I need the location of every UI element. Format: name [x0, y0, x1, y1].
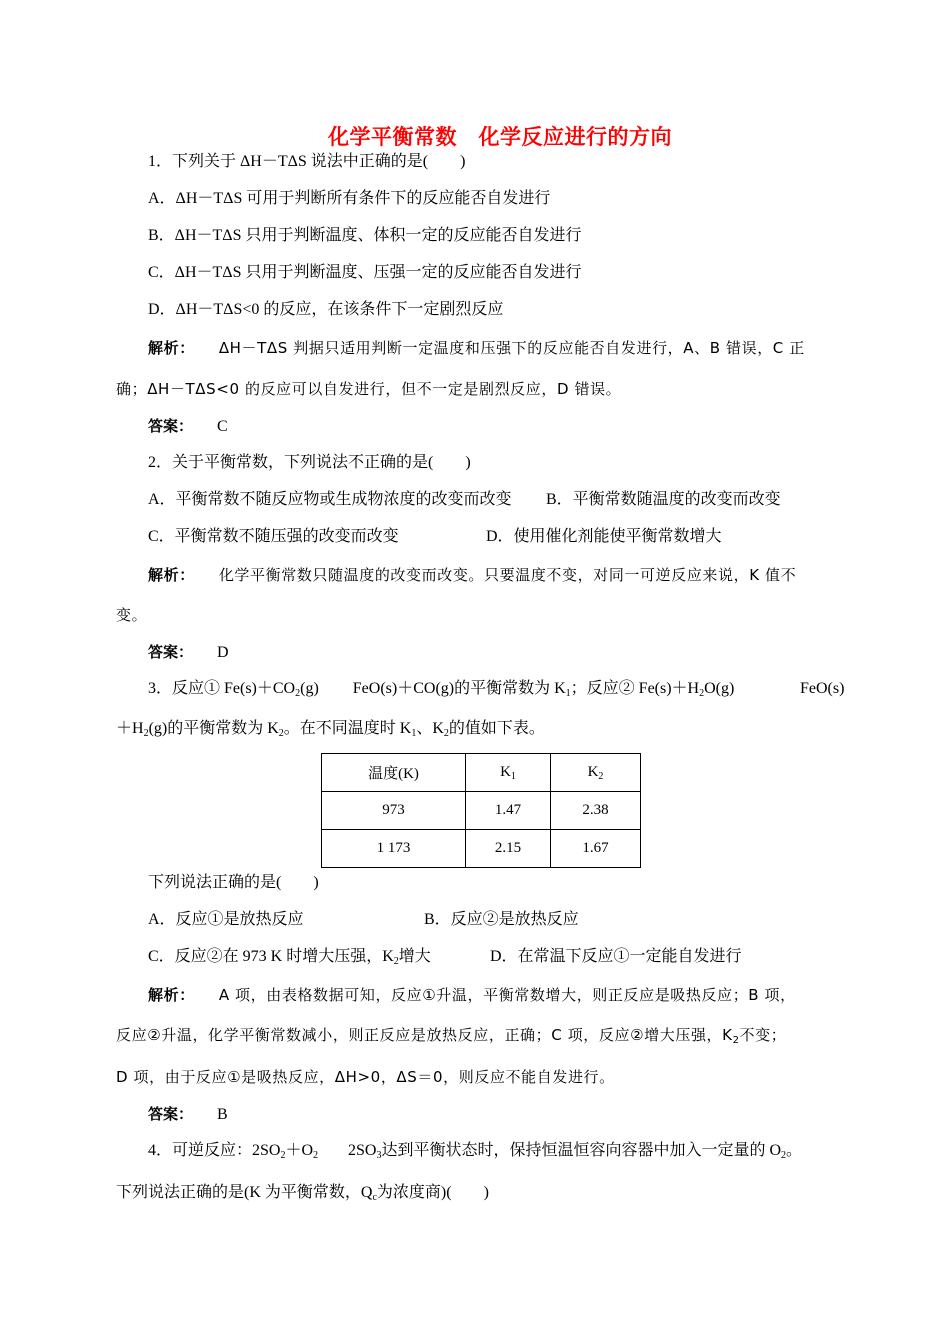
q3-stem-part: (g) [300, 680, 319, 697]
q3-analysis-line-2 [116, 1025, 786, 1045]
subscript: 1 [510, 771, 516, 782]
q1-answer [148, 416, 228, 437]
answer-value: B [217, 1106, 228, 1123]
table-row [322, 830, 641, 868]
subscript: 2 [732, 1035, 740, 1046]
q4-stem-line-2 [116, 1183, 489, 1203]
q2-answer [148, 642, 229, 663]
q4-stem-part: 下列说法正确的是(K 为平衡常数，Q [116, 1184, 373, 1201]
q1-analysis-line-2: 确；ΔH－TΔS<0 的反应可以自发进行，但不一定是剧烈反应，D 错误。 [116, 380, 622, 398]
k-values-table [321, 753, 641, 868]
table-header-cell [551, 754, 641, 792]
table-cell: 1.67 [551, 830, 641, 868]
q3-stem-part: 。在不同温度时 K [283, 720, 412, 737]
subscript: 2 [443, 728, 449, 739]
q3-stem-tail: FeO(s) [800, 680, 845, 697]
subscript: 2 [699, 688, 705, 699]
table-cell: 1 173 [322, 830, 466, 868]
q3-option-b: B．反应②是放热反应 [424, 911, 579, 928]
q3-stem-part: ＋H [116, 720, 144, 737]
q2-option-c: C．平衡常数不随压强的改变而改变 [148, 528, 399, 545]
analysis-text: 化学平衡常数只随温度的改变而改变。只要温度不变，对同一可逆反应来说，K 值不 [218, 566, 797, 584]
header-text: K [587, 764, 599, 780]
q2-analysis-line-2: 变。 [116, 606, 148, 624]
table-cell: 1.47 [466, 792, 551, 830]
subscript: 2 [393, 956, 399, 967]
q2-option-b: B．平衡常数随温度的改变而改变 [546, 491, 781, 508]
subscript: 2 [143, 728, 149, 739]
subscript: 1 [565, 688, 571, 699]
page-title: 化学平衡常数 化学反应进行的方向 [328, 125, 672, 149]
q4-stem-line-1 [148, 1141, 802, 1161]
q3-stem-part: 3．反应① Fe(s)＋CO [148, 680, 296, 697]
q2-stem: 2．关于平衡常数，下列说法不正确的是( ) [148, 454, 471, 471]
analysis-label: 解析： [148, 339, 195, 357]
analysis-text: 不变； [739, 1026, 787, 1044]
q1-option-c: C．ΔH－TΔS 只用于判断温度、压强一定的反应能否自发进行 [148, 264, 582, 281]
q3-analysis-line-3: D 项，由于反应①是吸热反应，ΔH>0，ΔS＝0，则反应不能自发进行。 [116, 1068, 615, 1086]
answer-value: C [217, 418, 228, 435]
analysis-text: ΔH－TΔS 判据只适用判断一定温度和压强下的反应能否自发进行，A、B 错误，C 正 [218, 339, 805, 357]
table-header-cell [466, 754, 551, 792]
q1-analysis-line-1 [148, 338, 805, 358]
q3-option-c [148, 947, 431, 967]
analysis-label: 解析： [148, 566, 195, 584]
q3-ask: 下列说法正确的是( ) [148, 874, 319, 891]
subscript: 2 [295, 688, 301, 699]
q3-option-a: A．反应①是放热反应 [148, 911, 304, 928]
answer-label: 答案： [148, 1105, 194, 1123]
q3-analysis-line-1 [148, 985, 796, 1005]
table-cell: 2.38 [551, 792, 641, 830]
subscript: 2 [781, 1150, 787, 1161]
q3-answer [148, 1104, 228, 1125]
q3-stem-part: (g)的平衡常数为 K [148, 720, 279, 737]
answer-value: D [217, 644, 229, 661]
table-cell: 973 [322, 792, 466, 830]
q3-stem-line-2 [116, 719, 545, 739]
subscript: 2 [280, 1150, 286, 1161]
q3-stem-part: O(g) [704, 680, 735, 697]
subscript: 1 [411, 728, 417, 739]
subscript: 2 [313, 1150, 319, 1161]
q3-option-d: D．在常温下反应①一定能自发进行 [490, 948, 742, 965]
q3-stem-part: ；反应② Fe(s)＋H [570, 680, 700, 697]
analysis-text: 反应②升温，化学平衡常数减小，则正反应是放热反应，正确；C 项，反应②增大压强，K [116, 1026, 733, 1044]
q2-option-d: D．使用催化剂能使平衡常数增大 [486, 528, 722, 545]
q3-stem-part: 、K [416, 720, 444, 737]
q4-stem-part: 为浓度商)( ) [376, 1184, 489, 1201]
answer-label: 答案： [148, 417, 194, 435]
analysis-text: A 项，由表格数据可知，反应①升温，平衡常数增大，则正反应是吸热反应；B 项， [218, 986, 796, 1004]
q4-stem-part: 4．可逆反应：2SO [148, 1142, 281, 1159]
subscript: 2 [598, 771, 604, 782]
table-header-row [322, 754, 641, 792]
q3-stem-line-1 [148, 679, 734, 699]
header-text: K [500, 764, 511, 780]
q1-stem: 1．下列关于 ΔH－TΔS 说法中正确的是( ) [148, 153, 466, 170]
table-row [322, 792, 641, 830]
option-text: 增大 [398, 948, 431, 965]
table-cell: 2.15 [466, 830, 551, 868]
q4-stem-part: 。 [786, 1142, 803, 1159]
q3-stem-part: 的值如下表。 [448, 720, 545, 737]
q1-option-b: B．ΔH－TΔS 只用于判断温度、体积一定的反应能否自发进行 [148, 227, 582, 244]
subscript: 3 [376, 1150, 382, 1161]
subscript: 2 [278, 728, 284, 739]
q3-stem-part: FeO(s)＋CO(g)的平衡常数为 K [352, 680, 566, 697]
q4-stem-part: 2SO [348, 1142, 377, 1159]
q2-option-a: A．平衡常数不随反应物或生成物浓度的改变而改变 [148, 491, 512, 508]
option-text: C．反应②在 973 K 时增大压强，K [148, 948, 394, 965]
answer-label: 答案： [148, 643, 194, 661]
analysis-label: 解析： [148, 986, 195, 1004]
q4-stem-part: 达到平衡状态时，保持恒温恒容向容器中加入一定量的 O [381, 1142, 782, 1159]
table-header-cell: 温度(K) [322, 754, 466, 792]
q1-option-a: A．ΔH－TΔS 可用于判断所有条件下的反应能否自发进行 [148, 190, 551, 207]
q2-analysis-line-1 [148, 565, 796, 585]
q4-stem-part: ＋O [285, 1142, 314, 1159]
subscript: c [372, 1192, 377, 1203]
q1-option-d: D．ΔH－TΔS<0 的反应，在该条件下一定剧烈反应 [148, 301, 504, 318]
